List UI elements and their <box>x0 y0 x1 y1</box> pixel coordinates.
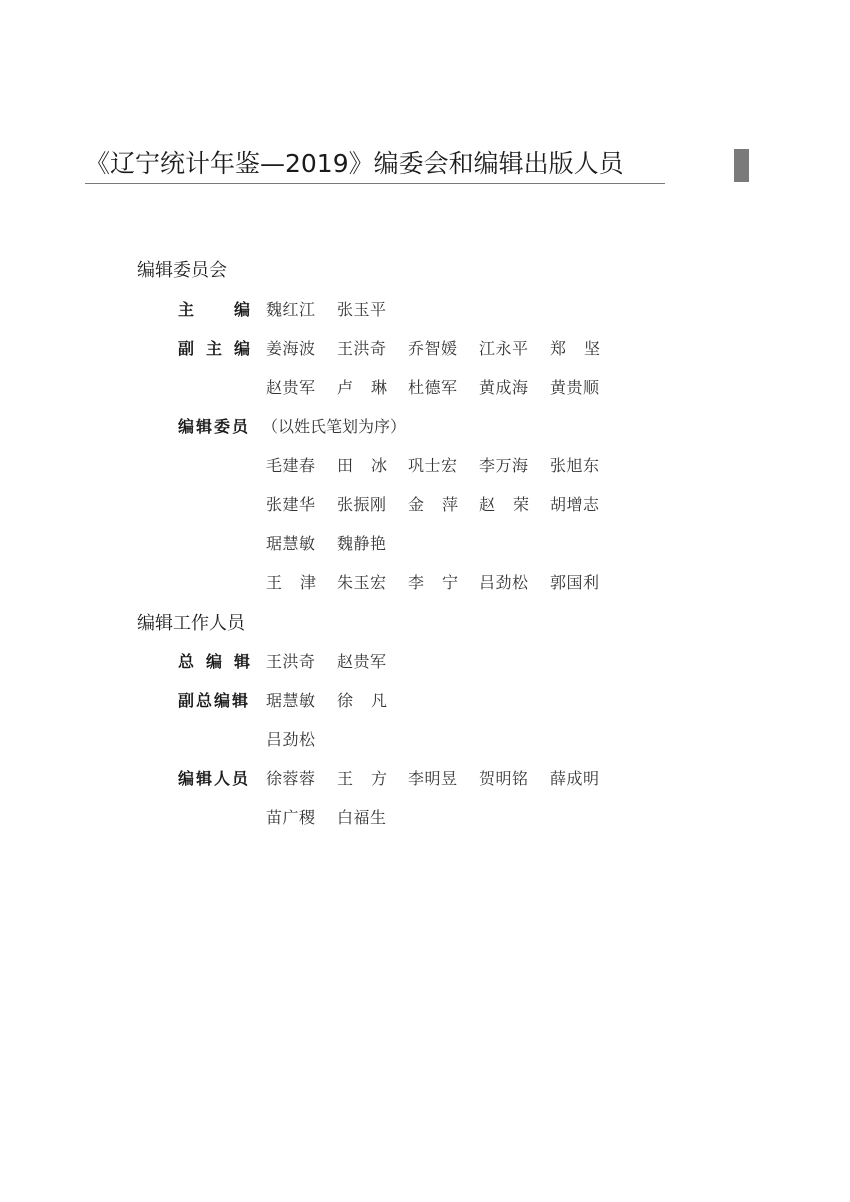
role-label: 副 总 编 辑 <box>178 691 248 710</box>
member-name: 张旭东 <box>550 456 600 475</box>
member-name: 金 萍 <box>408 495 458 514</box>
member-name: 朱玉宏 <box>337 573 387 592</box>
member-name: 黄贵顺 <box>550 378 600 397</box>
member-name: 魏静艳 <box>337 534 387 553</box>
member-name: 郑 坚 <box>550 339 600 358</box>
member-name: 李明昱 <box>408 769 458 788</box>
role-label: 副 主 编 <box>178 339 250 358</box>
member-name: 李 宁 <box>408 573 458 592</box>
member-name: 卢 琳 <box>337 378 387 397</box>
member-name: 黄成海 <box>479 378 529 397</box>
member-name: 毛建春 <box>266 456 316 475</box>
member-name: 王 津 <box>266 573 316 592</box>
member-name: 张振刚 <box>337 495 387 514</box>
member-name: 白福生 <box>337 808 387 827</box>
member-name: 魏红江 <box>266 300 316 319</box>
member-name: 琚慧敏 <box>266 534 316 553</box>
member-name: 赵 荣 <box>479 495 529 514</box>
member-name: 姜海波 <box>266 339 316 358</box>
member-name: 杜德军 <box>408 378 458 397</box>
member-name: 苗广稷 <box>266 808 316 827</box>
member-name: 吕劲松 <box>479 573 529 592</box>
role-label: 编 辑 委 员 <box>178 417 248 436</box>
member-name: 田 冰 <box>337 456 387 475</box>
title-underline <box>85 183 665 184</box>
member-name: 胡增志 <box>550 495 600 514</box>
member-name: 薛成明 <box>550 769 600 788</box>
member-name: 王洪奇 <box>266 652 316 671</box>
member-name: 贺明铭 <box>479 769 529 788</box>
member-name: 琚慧敏 <box>266 691 316 710</box>
member-name: 赵贵军 <box>337 652 387 671</box>
page-header <box>85 146 665 184</box>
member-name: 郭国利 <box>550 573 600 592</box>
title-decorative-block <box>734 149 749 182</box>
member-name: 李万海 <box>479 456 529 475</box>
member-name: 巩士宏 <box>408 456 458 475</box>
member-name: 张建华 <box>266 495 316 514</box>
member-name: 王洪奇 <box>337 339 387 358</box>
ordering-note: （以姓氏笔划为序） <box>262 417 407 436</box>
section-heading: 编辑委员会 <box>137 260 227 281</box>
section-heading: 编辑工作人员 <box>137 613 245 634</box>
member-name: 江永平 <box>479 339 529 358</box>
role-label: 主 编 <box>178 300 250 319</box>
member-name: 张玉平 <box>337 300 387 319</box>
member-name: 乔智媛 <box>408 339 458 358</box>
member-name: 王 方 <box>337 769 387 788</box>
page-title: 《辽宁统计年鉴—2019》编委会和编辑出版人员 <box>85 149 624 178</box>
member-name: 吕劲松 <box>266 730 316 749</box>
role-label: 总 编 辑 <box>178 652 250 671</box>
member-name: 徐 凡 <box>337 691 387 710</box>
member-name: 徐蓉蓉 <box>266 769 316 788</box>
role-label: 编 辑 人 员 <box>178 769 248 788</box>
member-name: 赵贵军 <box>266 378 316 397</box>
